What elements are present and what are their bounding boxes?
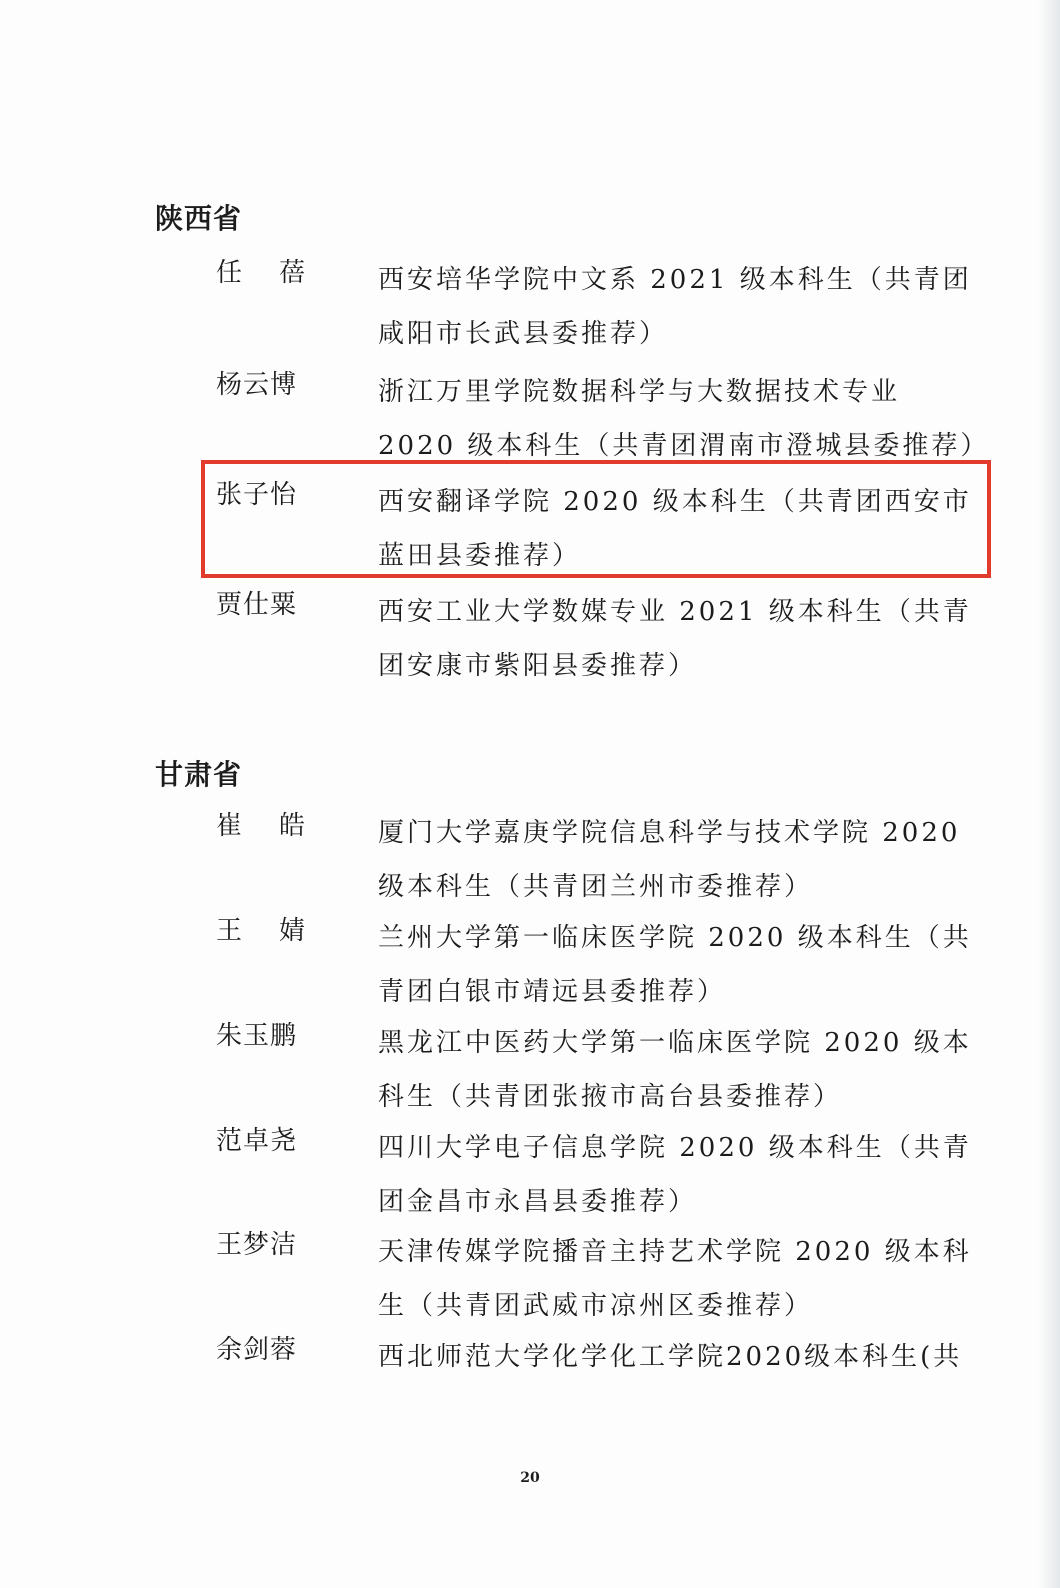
description-line: 咸阳市长武县委推荐） — [378, 319, 669, 349]
red-highlight-box — [201, 460, 991, 578]
page-edge-shadow — [1038, 0, 1060, 1588]
description-line: 西安翻译学院 2020 级本科生（共青团西安市 — [378, 487, 972, 517]
person-description — [378, 365, 990, 473]
description-line: 蓝田县委推荐） — [378, 541, 582, 571]
person-description — [378, 585, 978, 693]
person-name: 崔 皓 — [216, 811, 306, 841]
person-name: 余剑蓉 — [216, 1335, 298, 1365]
person-name: 张子怡 — [216, 480, 298, 510]
page-number: 20 — [520, 1470, 540, 1486]
person-description — [378, 1330, 978, 1384]
person-description — [378, 1121, 978, 1229]
province-heading-gansu: 甘肃省 — [155, 758, 243, 791]
description-line: 级本科生（共青团兰州市委推荐） — [378, 872, 814, 902]
person-description — [378, 806, 978, 914]
person-name: 王 婧 — [216, 916, 306, 946]
person-description — [378, 253, 978, 361]
person-description — [378, 911, 978, 1019]
description-line: 生（共青团武威市凉州区委推荐） — [378, 1291, 814, 1321]
person-name: 朱玉鹏 — [216, 1021, 298, 1051]
description-line: 黑龙江中医药大学第一临床医学院 2020 级本 — [378, 1028, 972, 1058]
description-line: 团金昌市永昌县委推荐） — [378, 1187, 698, 1217]
description-line: 科生（共青团张掖市高台县委推荐） — [378, 1082, 843, 1112]
description-line: 兰州大学第一临床医学院 2020 级本科生（共 — [378, 923, 972, 953]
description-line: 厦门大学嘉庚学院信息科学与技术学院 2020 — [378, 818, 961, 848]
description-line: 团安康市紫阳县委推荐） — [378, 651, 698, 681]
description-line: 西安工业大学数媒专业 2021 级本科生（共青 — [378, 597, 972, 627]
person-name: 范卓尧 — [216, 1126, 298, 1156]
person-description — [378, 1225, 978, 1333]
description-line: 天津传媒学院播音主持艺术学院 2020 级本科 — [378, 1237, 972, 1267]
description-line: 西北师范大学化学化工学院2020级本科生(共 — [378, 1342, 963, 1372]
person-name: 杨云博 — [216, 370, 298, 400]
description-line: 青团白银市靖远县委推荐） — [378, 977, 727, 1007]
province-heading-shaanxi: 陕西省 — [155, 202, 243, 235]
person-name: 任 蓓 — [216, 258, 306, 288]
description-line: 2020 级本科生（共青团渭南市澄城县委推荐） — [378, 431, 990, 461]
description-line: 西安培华学院中文系 2021 级本科生（共青团 — [378, 265, 972, 295]
person-name: 王梦洁 — [216, 1230, 298, 1260]
description-line: 浙江万里学院数据科学与大数据技术专业 — [378, 377, 901, 407]
description-line: 四川大学电子信息学院 2020 级本科生（共青 — [378, 1133, 972, 1163]
person-description — [378, 1016, 978, 1124]
person-name: 贾仕粟 — [216, 590, 298, 620]
